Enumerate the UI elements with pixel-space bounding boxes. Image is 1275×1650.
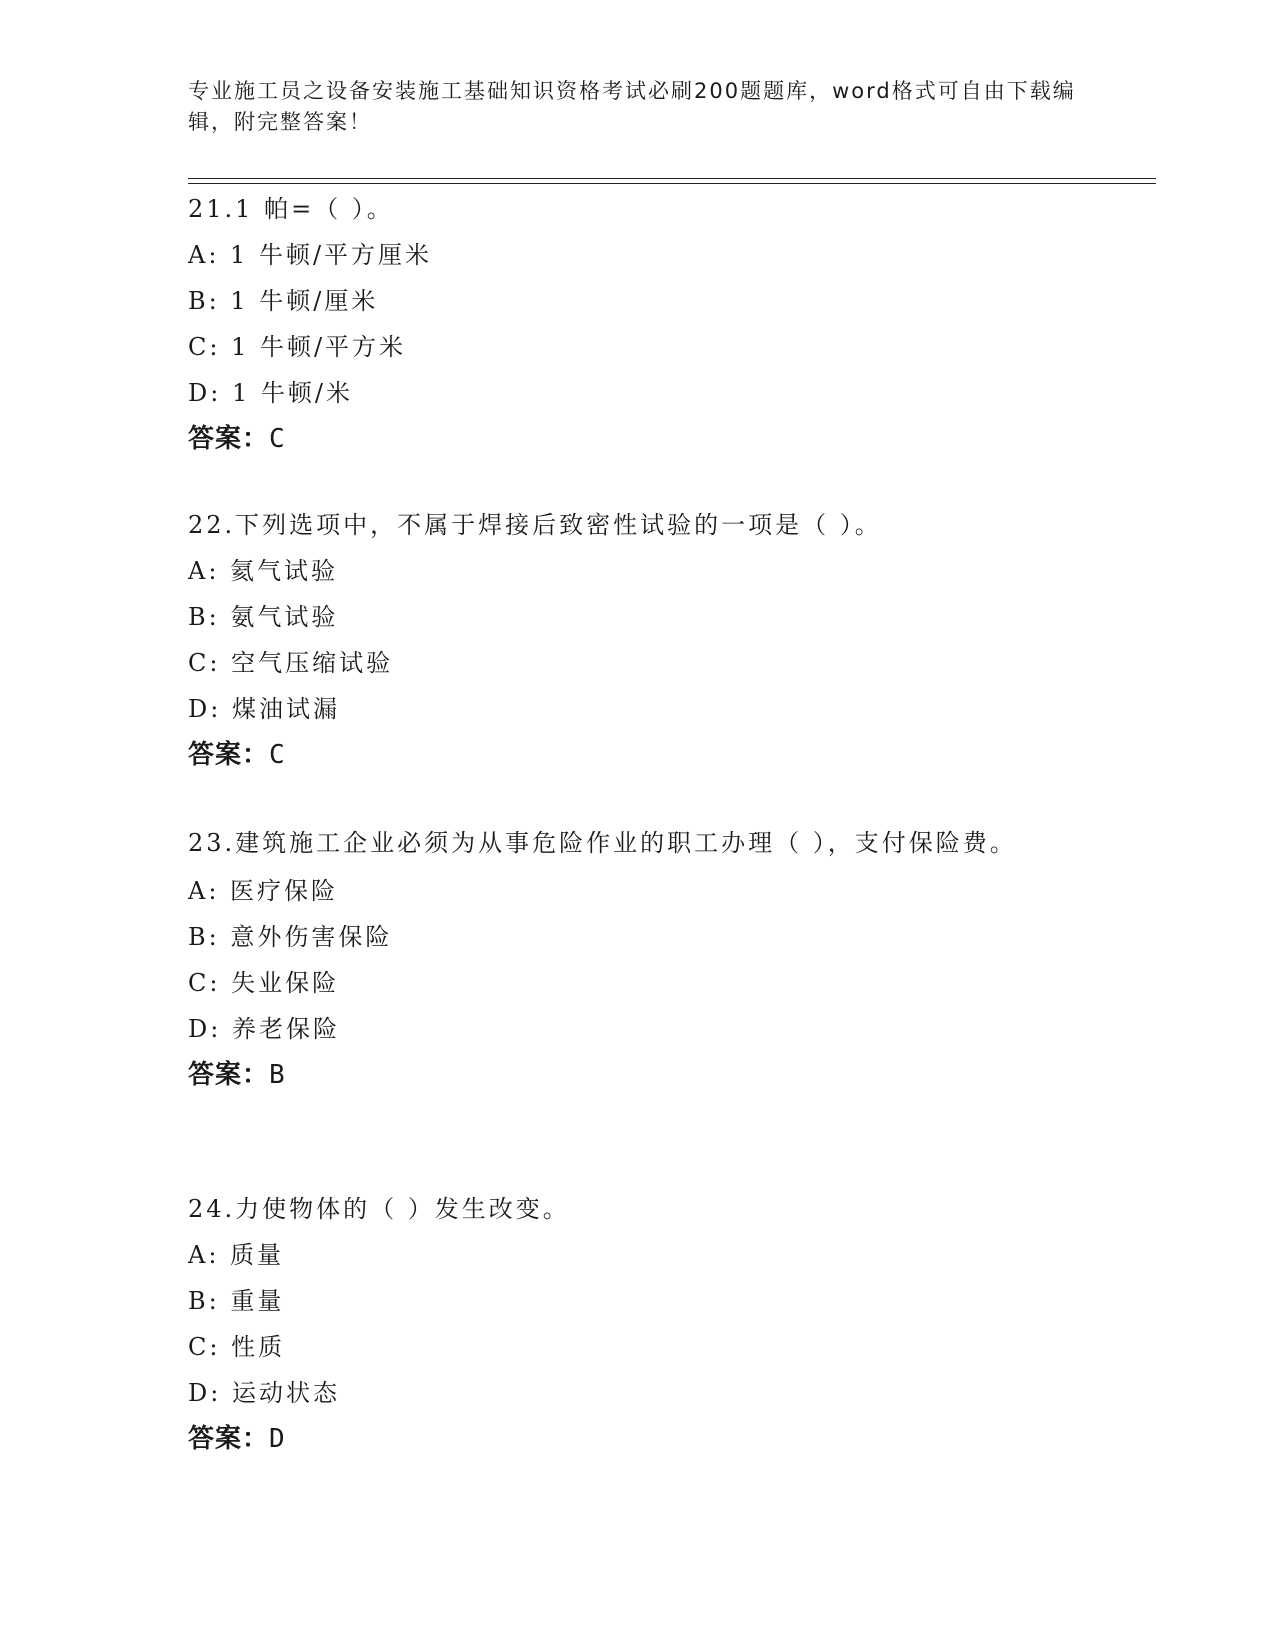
answer-value: C	[269, 740, 286, 770]
option-b: B: 重量	[188, 1287, 285, 1315]
answer-label: 答案：	[188, 424, 270, 454]
answer-value: D	[269, 1424, 286, 1454]
question-stem: 22.下列选项中，不属于焊接后致密性试验的一项是（ ）。	[188, 511, 882, 539]
option-a: A: 医疗保险	[188, 877, 339, 905]
option-d: D: 运动状态	[188, 1379, 340, 1407]
answer-label: 答案：	[188, 1424, 270, 1454]
option-c: C: 空气压缩试验	[188, 649, 394, 677]
question-stem: 21.1 帕=（ ）。	[188, 195, 394, 223]
option-c: C: 1 牛顿/平方米	[188, 333, 407, 361]
option-d: D: 煤油试漏	[188, 695, 340, 723]
header-divider-top	[188, 178, 1156, 179]
header-divider-bottom	[188, 183, 1156, 184]
question-22	[188, 502, 1108, 778]
answer-value: C	[269, 424, 286, 454]
question-24	[188, 1186, 1108, 1462]
option-b: B: 1 牛顿/厘米	[188, 287, 379, 315]
option-d: D: 养老保险	[188, 1015, 340, 1043]
answer-line	[188, 1052, 1108, 1098]
option-a: A: 质量	[188, 1241, 285, 1269]
answer-label: 答案：	[188, 1060, 270, 1090]
answer-line	[188, 732, 1108, 778]
document-header: 专业施工员之设备安装施工基础知识资格考试必刷200题题库，word格式可自由下载编辑，附完整答案！	[188, 79, 1076, 134]
question-stem: 23.建筑施工企业必须为从事危险作业的职工办理（ ），支付保险费。	[188, 829, 1017, 857]
option-c: C: 失业保险	[188, 969, 340, 997]
answer-label: 答案：	[188, 740, 270, 770]
option-d: D: 1 牛顿/米	[188, 379, 353, 407]
option-c: C: 性质	[188, 1333, 286, 1361]
option-a: A: 1 牛顿/平方厘米	[188, 241, 433, 269]
option-a: A: 氦气试验	[188, 557, 339, 585]
question-23	[188, 818, 1108, 1098]
answer-line	[188, 1416, 1108, 1462]
option-b: B: 氨气试验	[188, 603, 339, 631]
answer-line	[188, 416, 1108, 462]
option-b: B: 意外伤害保险	[188, 923, 393, 951]
answer-value: B	[269, 1060, 286, 1090]
question-21	[188, 186, 1108, 462]
question-stem: 24.力使物体的（ ）发生改变。	[188, 1195, 570, 1223]
